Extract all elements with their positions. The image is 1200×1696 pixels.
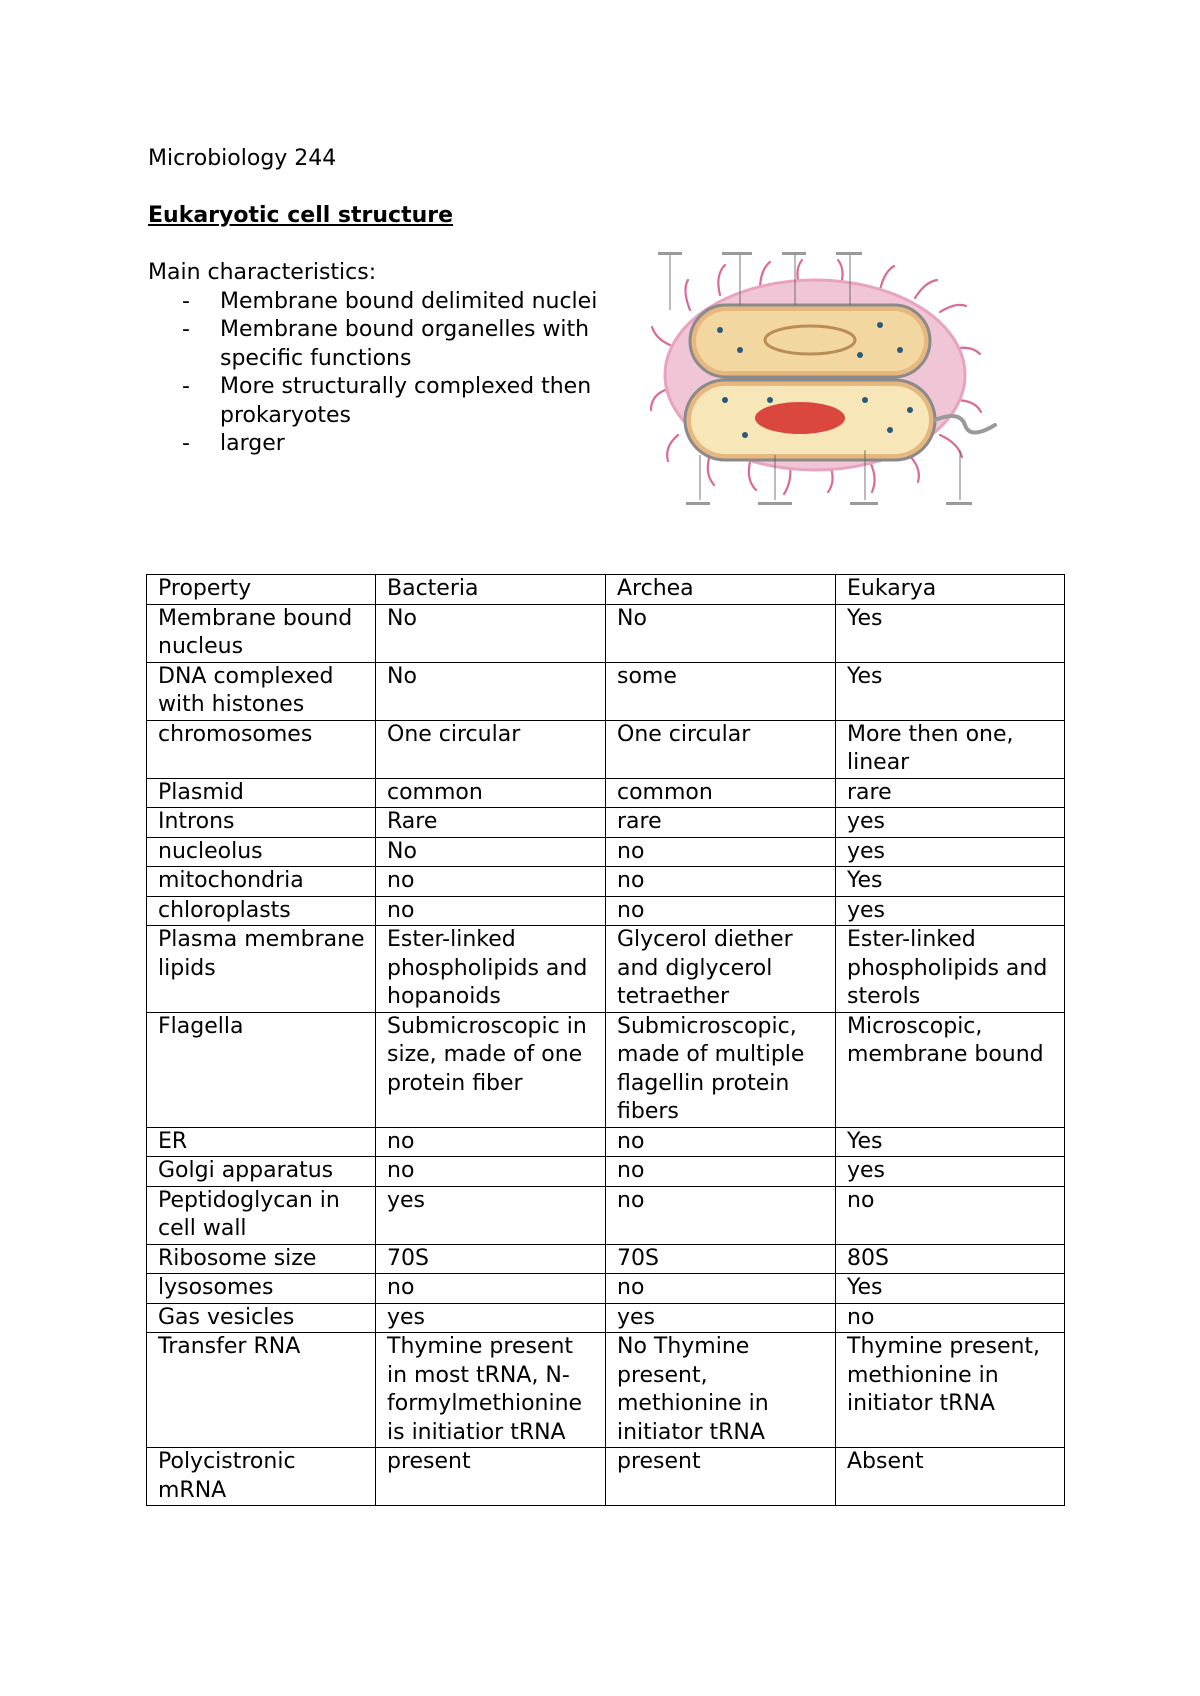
value-cell: no (606, 1186, 836, 1244)
value-cell: common (606, 778, 836, 808)
value-cell: One circular (606, 720, 836, 778)
table-row (147, 1186, 1065, 1244)
value-cell: Submicroscopic, made of multiple flagellin protein fibers (606, 1012, 836, 1127)
table-row (147, 1244, 1065, 1274)
value-cell: No (376, 837, 606, 867)
value-cell: no (606, 1157, 836, 1187)
value-cell: yes (836, 896, 1065, 926)
list-item: - More structurally complexed then prokaryotes (182, 374, 592, 428)
table-row (147, 867, 1065, 897)
value-cell: present (606, 1448, 836, 1506)
value-cell: no (606, 837, 836, 867)
property-cell: chromosomes (147, 720, 376, 778)
cell-diagram (650, 250, 1000, 515)
value-cell: No Thymine present, methionine in initiator tRNA (606, 1333, 836, 1448)
value-cell: common (376, 778, 606, 808)
property-cell: mitochondria (147, 867, 376, 897)
value-cell: no (376, 1127, 606, 1157)
property-cell: Introns (147, 808, 376, 838)
value-cell: Microscopic, membrane bound (836, 1012, 1065, 1127)
value-cell: Rare (376, 808, 606, 838)
property-cell: Ribosome size (147, 1244, 376, 1274)
value-cell: no (836, 1186, 1065, 1244)
property-cell: nucleolus (147, 837, 376, 867)
value-cell: Ester-linked phospholipids and sterols (836, 926, 1065, 1013)
table-row (147, 778, 1065, 808)
value-cell: yes (606, 1303, 836, 1333)
list-item-text: larger (220, 431, 285, 456)
value-cell: some (606, 662, 836, 720)
value-cell: Yes (836, 604, 1065, 662)
table-row (147, 1012, 1065, 1127)
list-item: - Membrane bound organelles with specific functions (182, 317, 590, 371)
table-row (147, 1274, 1065, 1304)
table-row (147, 808, 1065, 838)
value-cell: yes (376, 1186, 606, 1244)
characteristics-block (148, 259, 648, 459)
value-cell: Yes (836, 1274, 1065, 1304)
value-cell: One circular (376, 720, 606, 778)
property-cell: Plasmid (147, 778, 376, 808)
value-cell: yes (836, 837, 1065, 867)
property-cell: Polycistronic mRNA (147, 1448, 376, 1506)
value-cell: no (376, 1274, 606, 1304)
property-cell: Transfer RNA (147, 1333, 376, 1448)
table-header-row (147, 575, 1065, 605)
value-cell: 80S (836, 1244, 1065, 1274)
value-cell: Yes (836, 1127, 1065, 1157)
value-cell: 70S (606, 1244, 836, 1274)
value-cell: no (606, 896, 836, 926)
value-cell: Thymine present, methionine in initiator tRNA (836, 1333, 1065, 1448)
list-item-text: Membrane bound organelles with specific functions (220, 317, 590, 371)
value-cell: rare (606, 808, 836, 838)
value-cell: yes (376, 1303, 606, 1333)
table-row (147, 1448, 1065, 1506)
property-cell: Flagella (147, 1012, 376, 1127)
value-cell: Absent (836, 1448, 1065, 1506)
property-cell: lysosomes (147, 1274, 376, 1304)
value-cell: present (376, 1448, 606, 1506)
value-cell: 70S (376, 1244, 606, 1274)
value-cell: No (376, 662, 606, 720)
table-row (147, 1157, 1065, 1187)
value-cell: yes (836, 808, 1065, 838)
value-cell: More then one, linear (836, 720, 1065, 778)
table-header-cell: Property (147, 575, 376, 605)
table-row (147, 837, 1065, 867)
list-item-text: Membrane bound delimited nuclei (220, 288, 598, 314)
value-cell: Yes (836, 662, 1065, 720)
value-cell: no (606, 1274, 836, 1304)
properties-table (146, 574, 1065, 1506)
list-item: - Membrane bound delimited nuclei (182, 288, 598, 314)
list-item: - larger (182, 431, 285, 456)
property-cell: Membrane bound nucleus (147, 604, 376, 662)
value-cell: No (606, 604, 836, 662)
value-cell: No (376, 604, 606, 662)
property-cell: DNA complexed with histones (147, 662, 376, 720)
value-cell: yes (836, 1157, 1065, 1187)
table-header-cell: Archea (606, 575, 836, 605)
value-cell: no (606, 1127, 836, 1157)
table-row (147, 1333, 1065, 1448)
table-row (147, 1303, 1065, 1333)
characteristics-list (148, 288, 648, 459)
table-row (147, 926, 1065, 1013)
value-cell: no (836, 1303, 1065, 1333)
property-cell: Golgi apparatus (147, 1157, 376, 1187)
table-header-cell: Bacteria (376, 575, 606, 605)
property-cell: Gas vesicles (147, 1303, 376, 1333)
characteristics-label: Main characteristics: (148, 260, 377, 285)
property-cell: ER (147, 1127, 376, 1157)
table-row (147, 720, 1065, 778)
page-title: Microbiology 244 (148, 146, 337, 171)
value-cell: no (376, 1157, 606, 1187)
value-cell: Ester-linked phospholipids and hopanoids (376, 926, 606, 1013)
property-cell: Plasma membrane lipids (147, 926, 376, 1013)
value-cell: rare (836, 778, 1065, 808)
value-cell: no (376, 896, 606, 926)
property-cell: Peptidoglycan in cell wall (147, 1186, 376, 1244)
table-header-cell: Eukarya (836, 575, 1065, 605)
value-cell: Thymine present in most tRNA, N-formylmethionine is initiatior tRNA (376, 1333, 606, 1448)
value-cell: Glycerol diether and diglycerol tetraether (606, 926, 836, 1013)
value-cell: no (606, 867, 836, 897)
list-item-text: More structurally complexed then prokaryotes (220, 374, 592, 428)
table-row (147, 1127, 1065, 1157)
section-heading: Eukaryotic cell structure (148, 203, 454, 228)
table-row (147, 896, 1065, 926)
table-row (147, 604, 1065, 662)
value-cell: no (376, 867, 606, 897)
value-cell: Yes (836, 867, 1065, 897)
table-row (147, 662, 1065, 720)
value-cell: Submicroscopic in size, made of one protein fiber (376, 1012, 606, 1127)
property-cell: chloroplasts (147, 896, 376, 926)
